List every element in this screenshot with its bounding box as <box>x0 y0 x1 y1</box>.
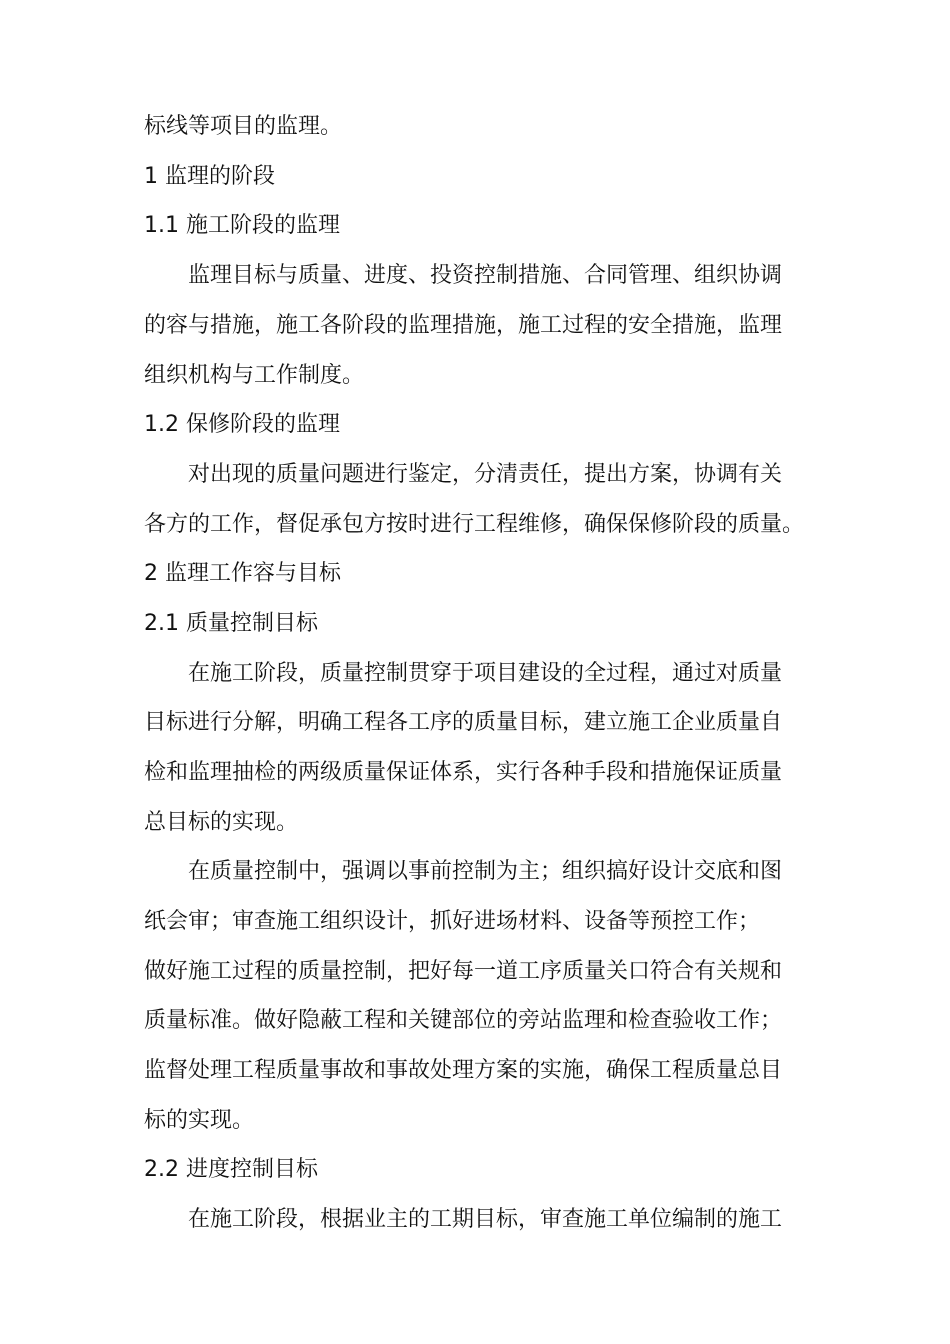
paragraph-line: 标的实现。 <box>144 1108 255 1133</box>
paragraph-line: 对出现的质量问题进行鉴定，分清责任，提出方案，协调有关 <box>188 462 783 487</box>
paragraph-line: 纸会审；审查施工组织设计，抓好进场材料、设备等预控工作； <box>144 909 761 934</box>
subsection-heading: 2.2 进度控制目标 <box>144 1157 318 1182</box>
text-line: 标线等项目的监理。 <box>144 114 343 139</box>
subsection-heading: 1.2 保修阶段的监理 <box>144 412 340 437</box>
paragraph-line: 监理目标与质量、进度、投资控制措施、合同管理、组织协调 <box>188 263 783 288</box>
section-heading: 2 监理工作容与目标 <box>144 561 341 586</box>
paragraph-line: 的容与措施，施工各阶段的监理措施，施工过程的安全措施，监理 <box>144 313 783 338</box>
subsection-heading: 2.1 质量控制目标 <box>144 611 318 636</box>
paragraph-line: 做好施工过程的质量控制，把好每一道工序质量关口符合有关规和 <box>144 959 783 984</box>
paragraph-line: 总目标的实现。 <box>144 810 299 835</box>
paragraph-line: 在施工阶段，质量控制贯穿于项目建设的全过程，通过对质量 <box>188 661 783 686</box>
paragraph-line: 监督处理工程质量事故和事故处理方案的实施，确保工程质量总目 <box>144 1058 783 1083</box>
paragraph-line: 各方的工作，督促承包方按时进行工程维修，确保保修阶段的质量。 <box>144 512 805 537</box>
paragraph-line: 目标进行分解，明确工程各工序的质量目标，建立施工企业质量自 <box>144 710 783 735</box>
paragraph-line: 检和监理抽检的两级质量保证体系，实行各种手段和措施保证质量 <box>144 760 783 785</box>
subsection-heading: 1.1 施工阶段的监理 <box>144 213 340 238</box>
paragraph-line: 组织机构与工作制度。 <box>144 363 365 388</box>
section-heading: 1 监理的阶段 <box>144 164 275 189</box>
paragraph-line: 在施工阶段，根据业主的工期目标，审查施工单位编制的施工 <box>188 1207 783 1232</box>
paragraph-line: 在质量控制中，强调以事前控制为主；组织搞好设计交底和图 <box>188 859 783 884</box>
paragraph-line: 质量标准。做好隐蔽工程和关键部位的旁站监理和检查验收工作； <box>144 1008 783 1033</box>
